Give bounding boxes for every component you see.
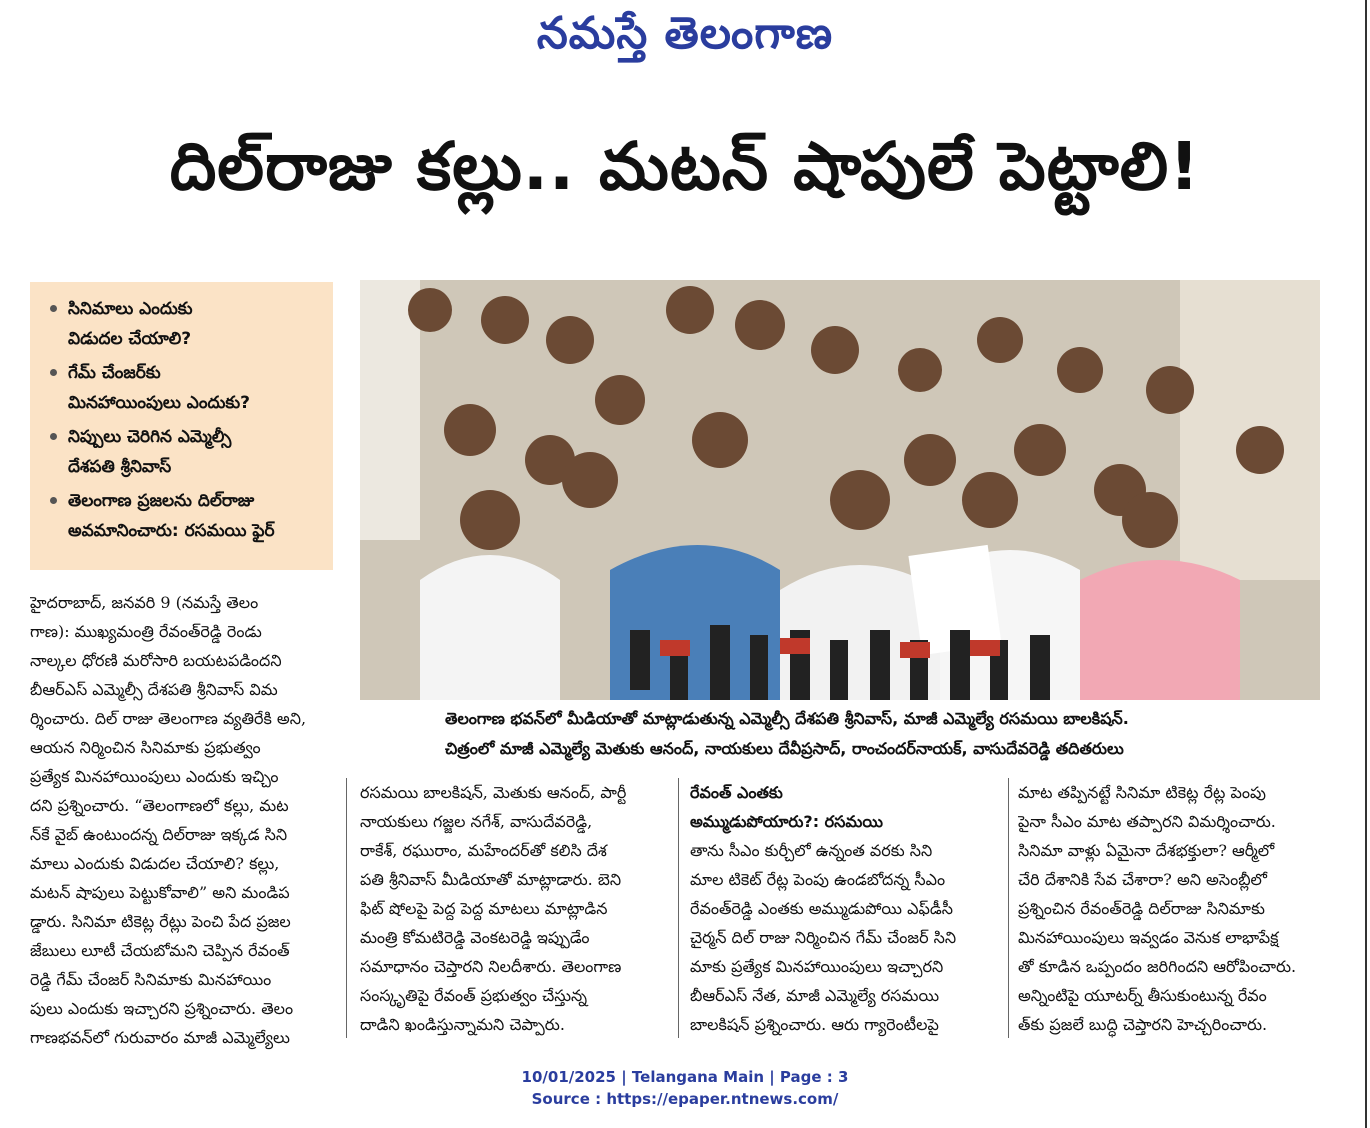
article-text-line: ప్రశ్నించిన రేవంత్‌రెడ్డి దిల్‌రాజు సినిమాకు (1018, 899, 1265, 918)
photo-illustration (360, 280, 1320, 700)
article-headline: దిల్‌రాజు కల్లు.. మటన్ షాపులే పెట్టాలి! (169, 128, 1201, 205)
article-text-line: హైదరాబాద్, జనవరి 9 (నమస్తే తెలం (30, 593, 259, 612)
article-text-line: బీఆర్‌ఎస్ ఎమ్మెల్సీ దేశపతి శ్రీనివాస్ విమ (30, 680, 278, 699)
article-text-line: రేవంత్‌రెడ్డి ఎంతకు అమ్ముడుపోయి ఎఫ్‌డీసీ (690, 899, 953, 918)
press-conference-photo (360, 280, 1320, 700)
article-text-line: తో కూడిన ఒప్పందం జరిగిందని ఆరోపించారు. (1018, 957, 1297, 976)
article-text-line: మాకు ప్రత్యేక మినహాయింపులు ఇచ్చారని (690, 957, 944, 976)
bullet-icon (50, 305, 57, 312)
article-text-line: మాల టికెట్ రేట్ల పెంపు ఉండబోదన్న సీఎం (690, 870, 946, 889)
article-text-line: రెడ్డి గేమ్ చేంజర్ సినిమాకు మినహాయిం (30, 970, 272, 989)
highlight-line: సినిమాలు ఎందుకు (68, 299, 193, 319)
article-text-line: బాలకిషన్ ప్రశ్నించారు. ఆరు గ్యారెంటీలపై (690, 1015, 939, 1034)
highlight-item (50, 422, 330, 482)
article-text-line: తాను సీఎం కుర్చీలో ఉన్నంత వరకు సిని (690, 841, 933, 860)
article-text-line: మటన్ షాపులు పెట్టుకోవాలి” అని మండిప (30, 883, 290, 902)
highlight-line: నిప్పులు చెరిగిన ఎమ్మెల్సీ (68, 427, 232, 447)
article-text-line: గాణభవన్‌లో గురువారం మాజీ ఎమ్మెల్యేలు (30, 1028, 290, 1047)
article-text-line: పైనా సీఎం మాట తప్పారని విమర్శించారు. (1018, 812, 1276, 831)
column-divider (346, 778, 347, 1038)
article-column-4 (1018, 778, 1330, 1039)
article-text-line: గాణ): ముఖ్యమంత్రి రేవంత్‌రెడ్డి రెండు (30, 622, 262, 641)
article-text-line: మినహాయింపులు ఇవ్వడం వెనుక లాభాపేక్ష (1018, 928, 1279, 947)
masthead-logo: నమస్తే తెలంగాణ (536, 8, 834, 59)
article-text-line: న్‌కే వైబ్ ఉంటుందన్న దిల్‌రాజు ఇక్కడ సిని (30, 825, 288, 844)
bullet-icon (50, 497, 57, 504)
article-text-line: సంస్కృతిపై రేవంత్ ప్రభుత్వం చేస్తున్న (360, 986, 588, 1005)
article-text-line: దని ప్రశ్నించారు. “తెలంగాణలో కల్లు, మట (30, 796, 289, 815)
article-text-line: మాట తప్పినట్టే సినిమా టికెట్ల రేట్ల పెంపు (1018, 783, 1266, 802)
article-text-line: ఫిట్ షోలపై పెద్ద పెద్ద మాటలు మాట్లాడిన (360, 899, 608, 918)
highlight-item (50, 486, 330, 546)
bullet-icon (50, 369, 57, 376)
highlights-box (30, 282, 333, 570)
article-text-line: అన్నింటిపై యూటర్న్ తీసుకుంటున్న రేవం (1018, 986, 1267, 1005)
article-text-line: నాయకులు గజ్జల నగేశ్, వాసుదేవరెడ్డి, (360, 812, 593, 831)
article-text-line: నాల్కల ధోరణి మరోసారి బయటపడిందని (30, 651, 282, 670)
caption-line: చిత్రంలో మాజీ ఎమ్మెల్యే మెతుకు ఆనంద్, నాయకులు దేవీప్రసాద్, రాంచందర్‌నాయక్, వాసుదేవరెడ్డి తదితరులు (445, 739, 1124, 758)
article-text-line: మాలు ఎందుకు విడుదల చేయాలి? కల్లు, (30, 854, 280, 873)
article-text-line: పతి శ్రీనివాస్ మీడియాతో మాట్లాడారు. బెని (360, 870, 622, 889)
highlight-line: అవమానించారు: రసమయి ఫైర్ (68, 521, 275, 541)
article-text-line: జేబులు లూటీ చేయబోమని చెప్పిన రేవంత్ (30, 941, 290, 960)
sub-heading: రేవంత్ ఎంతకు (690, 783, 783, 802)
article-column-3 (690, 778, 1000, 1039)
highlight-item (50, 294, 330, 354)
article-text-line: రాకేశ్, రఘురాం, మహేందర్‌తో కలిసి దేశ (360, 841, 607, 860)
article-text-line: సినిమా వాళ్లు ఏమైనా దేశభక్తులా? ఆర్మీలో (1018, 841, 1275, 860)
footer-date-page: 10/01/2025 | Telangana Main | Page : 3 (521, 1068, 849, 1086)
article-text-line: సమాధానం చెప్తారని నిలదీశారు. తెలంగాణ (360, 957, 622, 976)
article-text-line: చైర్మన్ దిల్ రాజు నిర్మించిన గేమ్ చేంజర్ సిని (690, 928, 957, 947)
highlight-line: విడుదల చేయాలి? (68, 329, 192, 349)
article-text-line: చేరి దేశానికి సేవ చేశారా? అని అసెంబ్లీలో (1018, 870, 1268, 889)
right-border-rule (1365, 0, 1367, 1128)
article-text-line: బీఆర్‌ఎస్ నేత, మాజీ ఎమ్మెల్యే రసమయి (690, 986, 940, 1005)
bullet-icon (50, 433, 57, 440)
column-divider (678, 778, 679, 1038)
highlight-line: తెలంగాణ ప్రజలను దిల్‌రాజు (68, 491, 255, 511)
column-divider (1008, 778, 1009, 1038)
caption-line: తెలంగాణ భవన్‌లో మీడియాతో మాట్లాడుతున్న ఎమ్మెల్సీ దేశపతి శ్రీనివాస్, మాజీ ఎమ్మెల్యే రసమయి బాలకిషన్. (445, 709, 1129, 728)
article-column-1 (30, 588, 335, 1052)
sub-heading: అమ్ముడుపోయారు?: రసమయి (690, 812, 883, 831)
article-text-line: దాడిని ఖండిస్తున్నామని చెప్పారు. (360, 1015, 565, 1034)
highlight-line: గేమ్ చేంజర్‌కు (68, 363, 161, 383)
article-text-line: డ్డారు. సినిమా టికెట్ల రేట్లు పెంచి పేద ప్రజల (30, 912, 291, 931)
highlight-item (50, 358, 330, 418)
article-text-line: పులు ఎందుకు ఇచ్చారని ప్రశ్నించారు. తెలం (30, 999, 294, 1018)
article-column-2 (360, 778, 670, 1039)
photo-caption (445, 704, 1345, 764)
article-text-line: ర్శించారు. దిల్ రాజు తెలంగాణ వ్యతిరేకి అని, (30, 709, 307, 728)
highlight-line: మినహాయింపులు ఎందుకు? (68, 393, 250, 413)
article-text-line: ప్రత్యేక మినహాయింపులు ఎందుకు ఇచ్చిం (30, 767, 279, 786)
article-text-line: మంత్రి కోమటిరెడ్డి వెంకటరెడ్డి ఇప్పుడేం (360, 928, 590, 947)
highlight-line: దేశపతి శ్రీనివాస్ (68, 457, 172, 477)
article-text-line: ఆయన నిర్మించిన సినిమాకు ప్రభుత్వం (30, 738, 261, 757)
article-text-line: రసమయి బాలకిషన్, మెతుకు ఆనంద్, పార్టీ (360, 783, 627, 802)
article-text-line: త్‌కు ప్రజలే బుద్ధి చెప్తారని హెచ్చరించారు. (1018, 1015, 1268, 1034)
footer-source: Source : https://epaper.ntnews.com/ (531, 1090, 839, 1108)
